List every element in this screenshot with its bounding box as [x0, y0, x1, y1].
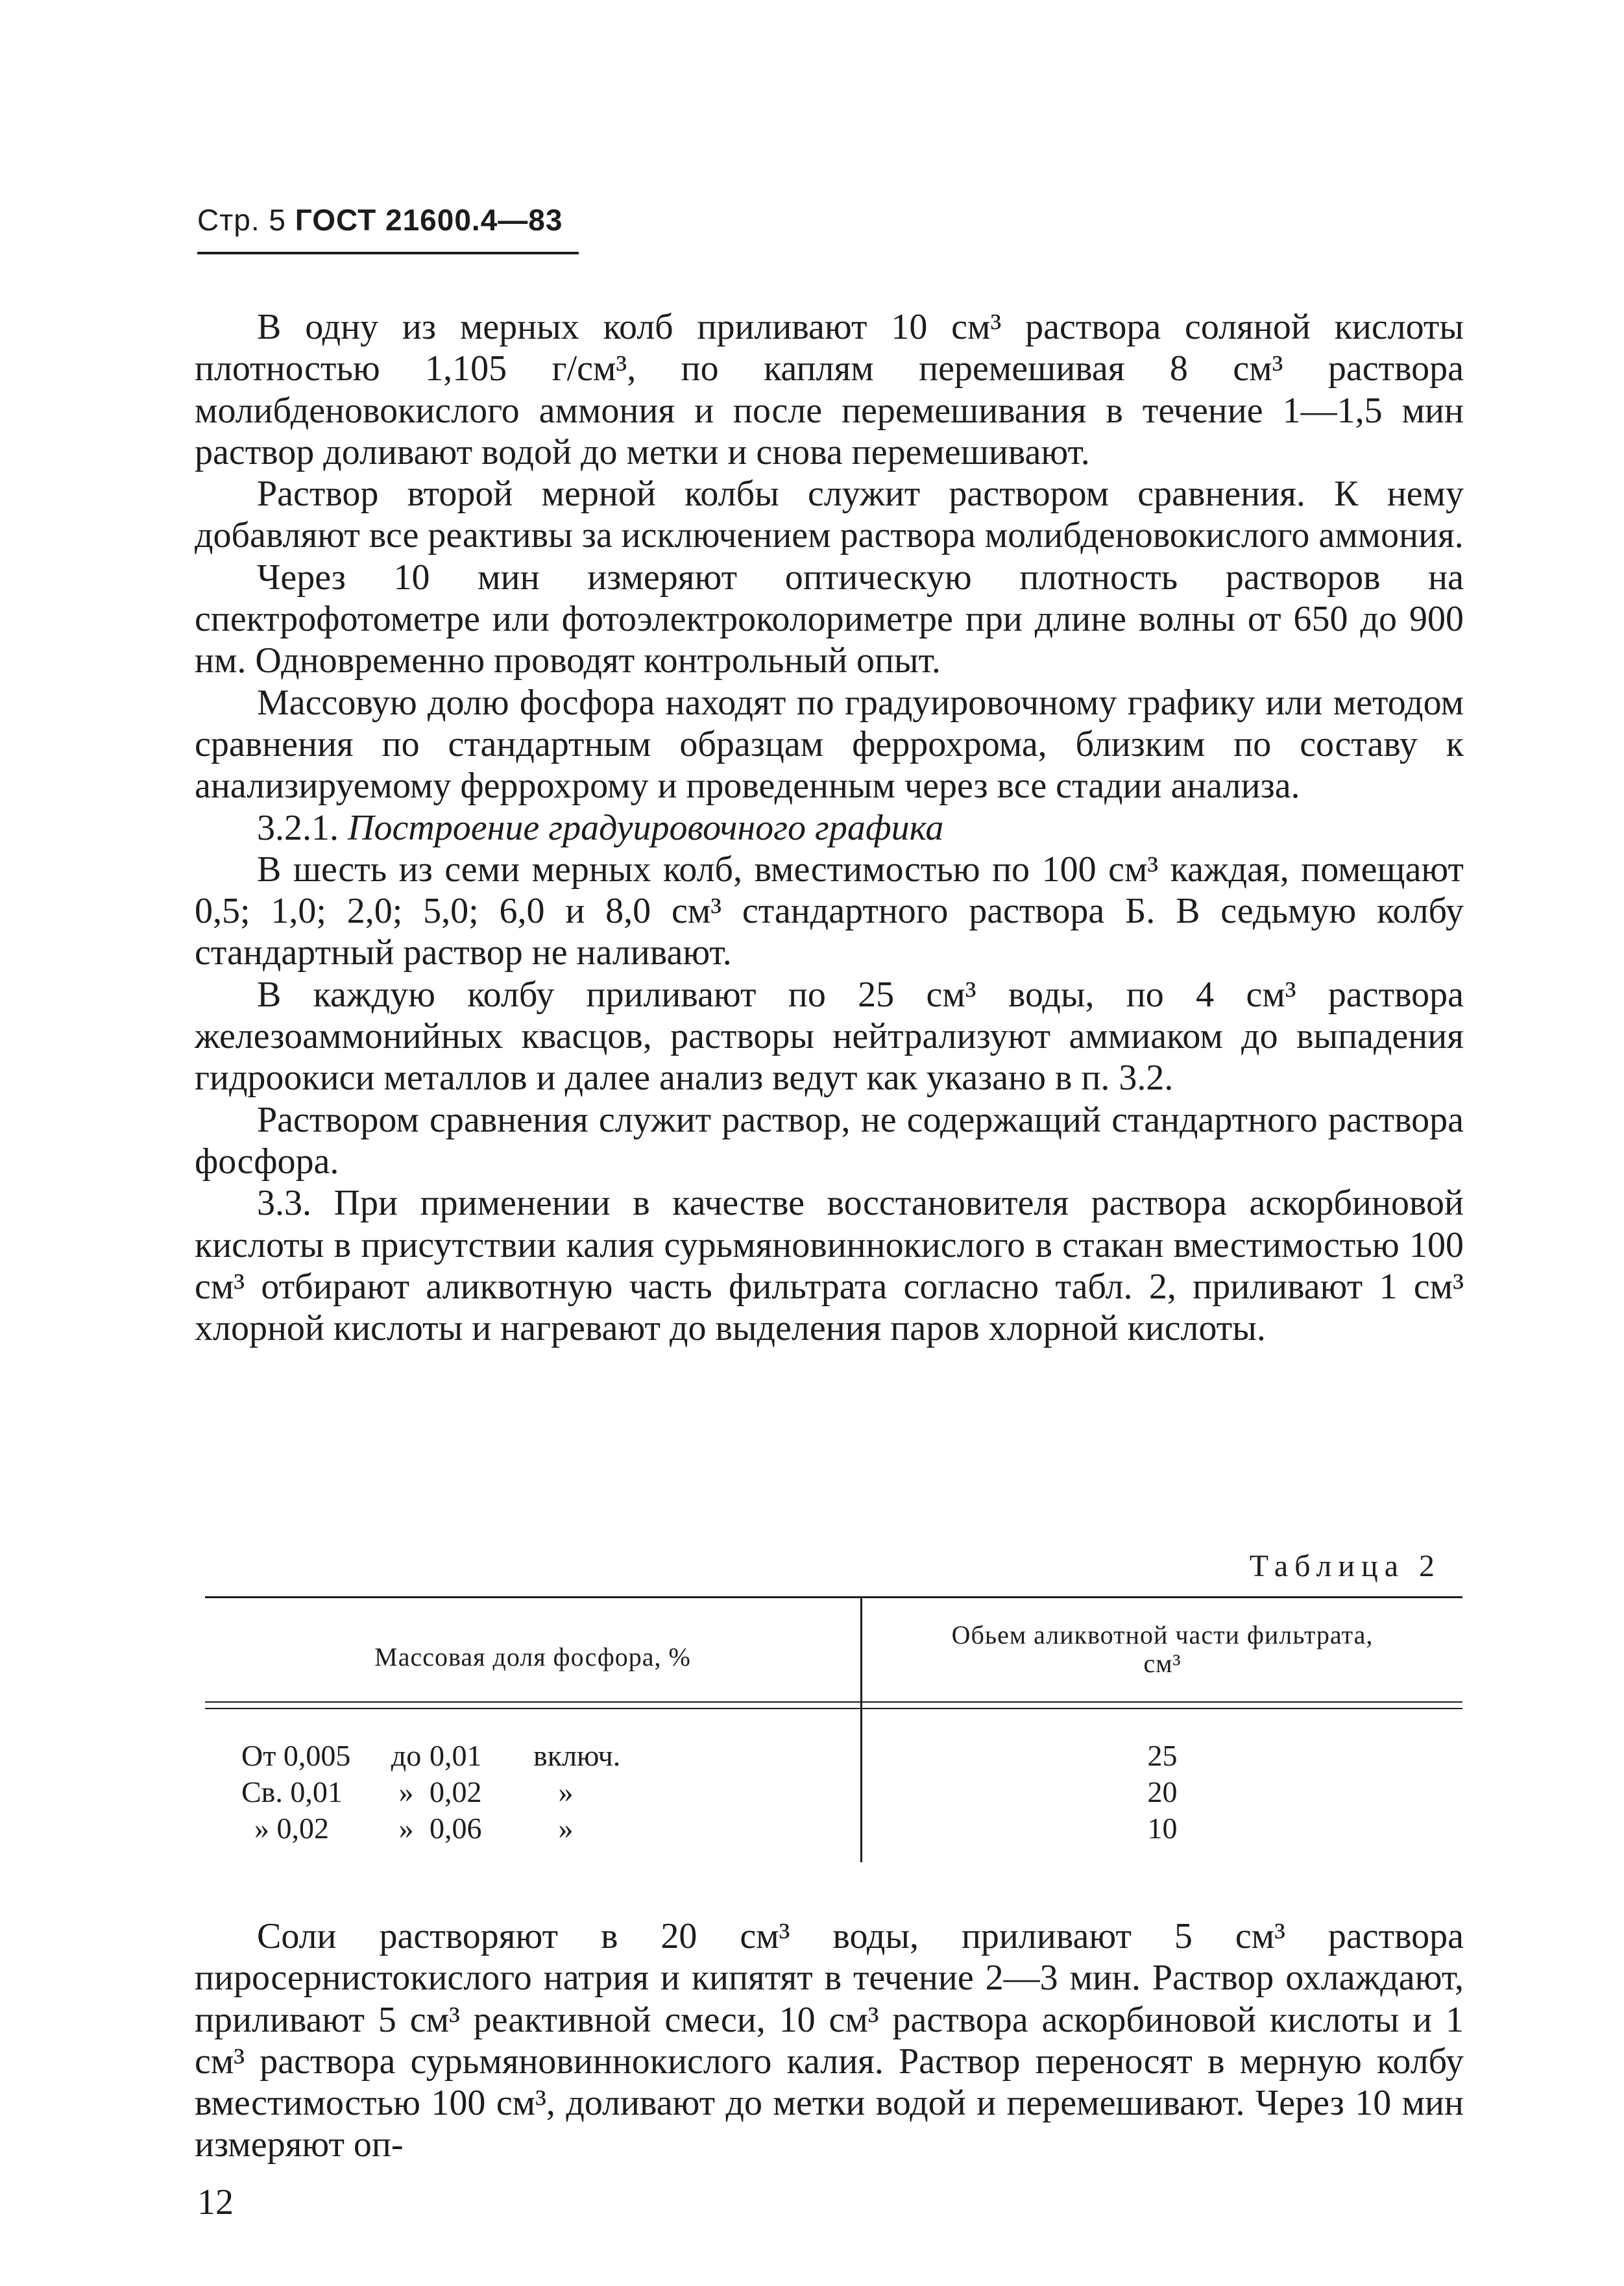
table-row — [241, 1774, 598, 1810]
table-cell: 20 — [1147, 1775, 1178, 1808]
table-column-right — [862, 1738, 1462, 1847]
paragraph: Массовую долю фосфора находят по градуировочному графику или методом сравнения по стандартным образцам феррохрома, близким по составу к анализируемому феррохрому и проведенным через все стадии анализа. — [195, 682, 1464, 807]
table-cell: 25 — [1147, 1739, 1178, 1772]
table-row — [241, 1738, 621, 1774]
table-header-aliquot-volume — [862, 1621, 1462, 1678]
table-rule — [205, 1708, 1462, 1709]
table-cell: до — [391, 1739, 422, 1772]
paragraph: 3.3. При применении в качестве восстановителя раствора аскорбиновой кислоты в присутствии калия сурьмяновиннокислого в стакан вместимостью 100 см³ отбирают аликвотную часть фильтрата согласно табл. 2, приливают 1 см³ хлорной кислоты и нагревают до выделения паров хлорной кислоты. — [195, 1183, 1464, 1349]
paragraph: Соли растворяют в 20 см³ воды, приливают 5 см³ раствора пиросернистокислого натрия и кипятят в течение 2—3 мин. Раствор охлаждают, приливают 5 см³ реактивной смеси, 10 см³ раствора аскорбиновой кислоты и 1 см³ раствора сурьмяновиннокислого калия. Раствор переносят в мерную колбу вместимостью 100 см³, доливают до метки водой и перемешивают. Через 10 мин измеряют оп- — [195, 1916, 1464, 2165]
table-cell: От 0,005 — [241, 1739, 351, 1772]
section-number: 3.2.1. — [257, 807, 339, 848]
table-caption: Таблица 2 — [1249, 1549, 1441, 1583]
table-column-left — [241, 1738, 621, 1847]
table-cell: » 0,02 — [254, 1812, 329, 1845]
page-number: 12 — [197, 2182, 234, 2222]
text-block-bottom — [195, 1915, 1464, 2166]
text-block-top — [195, 306, 1464, 1349]
section-title: Построение градуировочного графика — [348, 807, 944, 848]
table-cell: 0,01 — [430, 1739, 482, 1772]
table-cell: » — [398, 1812, 414, 1845]
table-cell: включ. — [533, 1739, 621, 1772]
table-cell: 0,02 — [430, 1775, 482, 1808]
table-cell: Св. 0,01 — [241, 1775, 343, 1808]
paragraph: Раствор второй мерной колбы служит раствором сравнения. К нему добавляют все реактивы за исключением раствора молибденовокислого аммония. — [195, 474, 1464, 556]
paragraph: Раствором сравнения служит раствор, не содержащий стандартного раствора фосфора. — [195, 1099, 1464, 1182]
table-row — [241, 1810, 598, 1847]
table-cell: » — [398, 1775, 414, 1808]
header-unit: см³ — [1143, 1649, 1182, 1678]
table-header-mass-fraction: Массовая доля фосфора, % — [374, 1642, 691, 1672]
table-cell: » — [558, 1775, 574, 1808]
paragraph: В каждую колбу приливают по 25 см³ воды, по 4 см³ раствора железоаммонийных квасцов, растворы нейтрализуют аммиаком до выпадения гидроокиси металлов и далее анализ ведут как указано в п. 3.2. — [195, 974, 1464, 1099]
table-cell: 10 — [1147, 1812, 1178, 1845]
paragraph: В шесть из семи мерных колб, вместимостью по 100 см³ каждая, помещают 0,5; 1,0; 2,0; 5,0; 6,0 и 8,0 см³ стандартного раствора Б. В седьмую колбу стандартный раствор не наливают. — [195, 849, 1464, 973]
data-table — [205, 1596, 1462, 1869]
header-rule — [197, 252, 579, 254]
page-header — [197, 202, 563, 237]
header-line: Обьем аликвотной части фильтрата, — [951, 1620, 1374, 1649]
section-heading — [195, 807, 1464, 849]
paragraph: В одну из мерных колб приливают 10 см³ раствора соляной кислоты плотностью 1,105 г/см³, по каплям перемешивая 8 см³ раствора молибденовокислого аммония и после перемешивания в течение 1—1,5 мин раствор доливают водой до метки и снова перемешивают. — [195, 307, 1464, 472]
table-rule — [205, 1701, 1462, 1703]
table-cell: » — [558, 1812, 574, 1845]
table-rule — [205, 1596, 1462, 1598]
paragraph: Через 10 мин измеряют оптическую плотность растворов на спектрофотометре или фотоэлектроколориметре при длине волны от 650 до 900 нм. Одновременно проводят контрольный опыт. — [195, 557, 1464, 681]
page-header-prefix: Стр. 5 — [197, 203, 287, 237]
table-cell: 0,06 — [430, 1812, 482, 1845]
document-title: ГОСТ 21600.4—83 — [295, 203, 563, 237]
